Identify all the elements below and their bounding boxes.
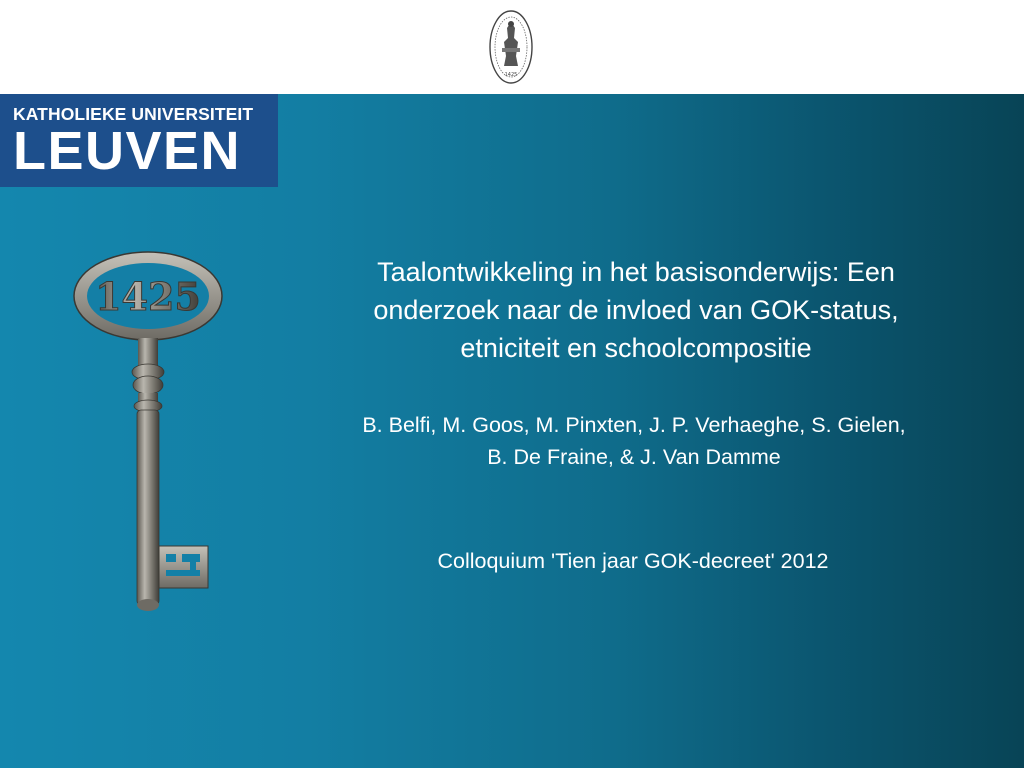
svg-text:1425: 1425 [95, 274, 201, 319]
svg-text:1425: 1425 [504, 72, 518, 78]
title-line-2: onderzoek naar de invloed van GOK-status, [373, 295, 899, 325]
authors-line-1: B. Belfi, M. Goos, M. Pinxten, J. P. Verhaeghe, S. Gielen, [362, 413, 906, 437]
slide-title [286, 253, 986, 367]
antique-key-icon [68, 248, 228, 618]
university-logo [0, 94, 278, 187]
logo-line-1: KATHOLIEKE UNIVERSITEIT [13, 104, 254, 124]
event-name: Colloquium 'Tien jaar GOK-decreet' 2012 [437, 549, 829, 573]
authors-line-2: B. De Fraine, & J. Van Damme [487, 445, 781, 469]
authors [262, 409, 1006, 473]
logo-line-2: LEUVEN [13, 121, 242, 181]
title-line-3: etniciteit en schoolcompositie [460, 333, 812, 363]
title-line-1: Taalontwikkeling in het basisonderwijs: Een [377, 257, 895, 287]
university-seal-icon [488, 8, 534, 86]
header-band [0, 0, 1024, 94]
